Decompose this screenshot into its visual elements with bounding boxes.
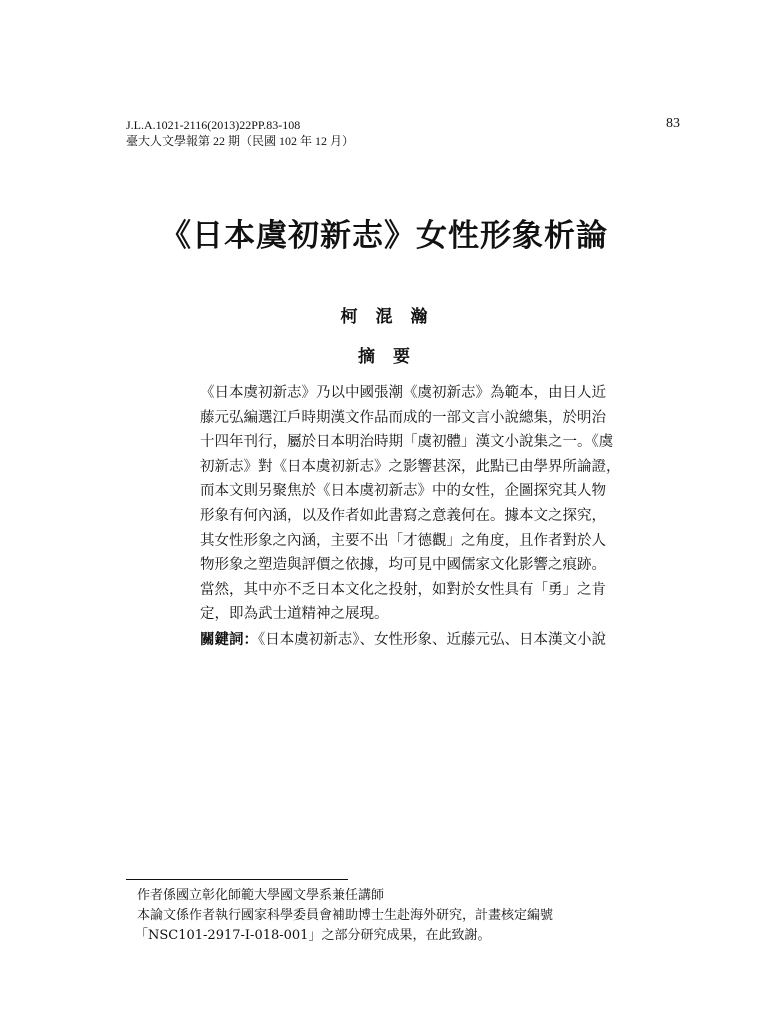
abstract-line: 藤元弘編選江戶時期漢文作品而成的一部文言小說總集，於明治 [200, 409, 606, 426]
footnote [137, 886, 697, 946]
abstract-line: 物形象之塑造與評價之依據，均可見中國儒家文化影響之痕跡。 [200, 557, 606, 574]
abstract-line: 當然，其中亦不乏日本文化之投射，如對於女性具有「勇」之肯 [200, 581, 606, 598]
article-title: 《日本虞初新志》女性形象析論 [160, 218, 608, 254]
footnote-line: 作者係國立彰化師範大學國文學系兼任講師 [137, 888, 385, 903]
abstract-line: 初新志》對《日本虞初新志》之影響甚深，此點已由學界所論證， [200, 458, 621, 475]
abstract-line: 其女性形象之內涵，主要不出「才德觀」之角度，且作者對於人 [200, 532, 606, 549]
abstract-line: 而本文則另聚焦於《日本虞初新志》中的女性，企圖探究其人物 [200, 483, 606, 500]
footnote-line: 「NSC101-2917-I-018-001」之部分研究成果，在此致謝。 [135, 928, 491, 943]
running-header [126, 117, 354, 149]
keywords [200, 628, 690, 649]
abstract-heading: 摘要 [358, 347, 428, 367]
footnote-divider [126, 879, 348, 880]
keywords-list: 《日本虞初新志》、女性形象、近藤元弘、日本漢文小說 [258, 632, 606, 648]
abstract-line: 形象有何內涵，以及作者如此書寫之意義何在。據本文之探究， [200, 507, 606, 524]
footnote-line: 本論文係作者執行國家科學委員會補助博士生赴海外研究，計畫核定編號 [137, 908, 554, 923]
abstract-line: 《日本虞初新志》乃以中國張潮《虞初新志》為範本，由日人近 [200, 385, 606, 401]
journal-issue: 臺大人文學報第 22 期（民國 102 年 12 月） [126, 134, 355, 148]
abstract-line: 定，即為武士道精神之展現。 [200, 606, 389, 623]
keywords-label: 關鍵詞： [200, 632, 258, 648]
journal-code: J.L.A.1021-2116(2013)22PP.83-108 [126, 118, 301, 132]
author-name: 柯混瀚 [340, 307, 446, 327]
abstract-body [200, 381, 680, 627]
abstract-line: 十四年刊行，屬於日本明治時期「虞初體」漢文小說集之一。《虞 [200, 434, 614, 451]
page-number: 83 [666, 116, 680, 131]
